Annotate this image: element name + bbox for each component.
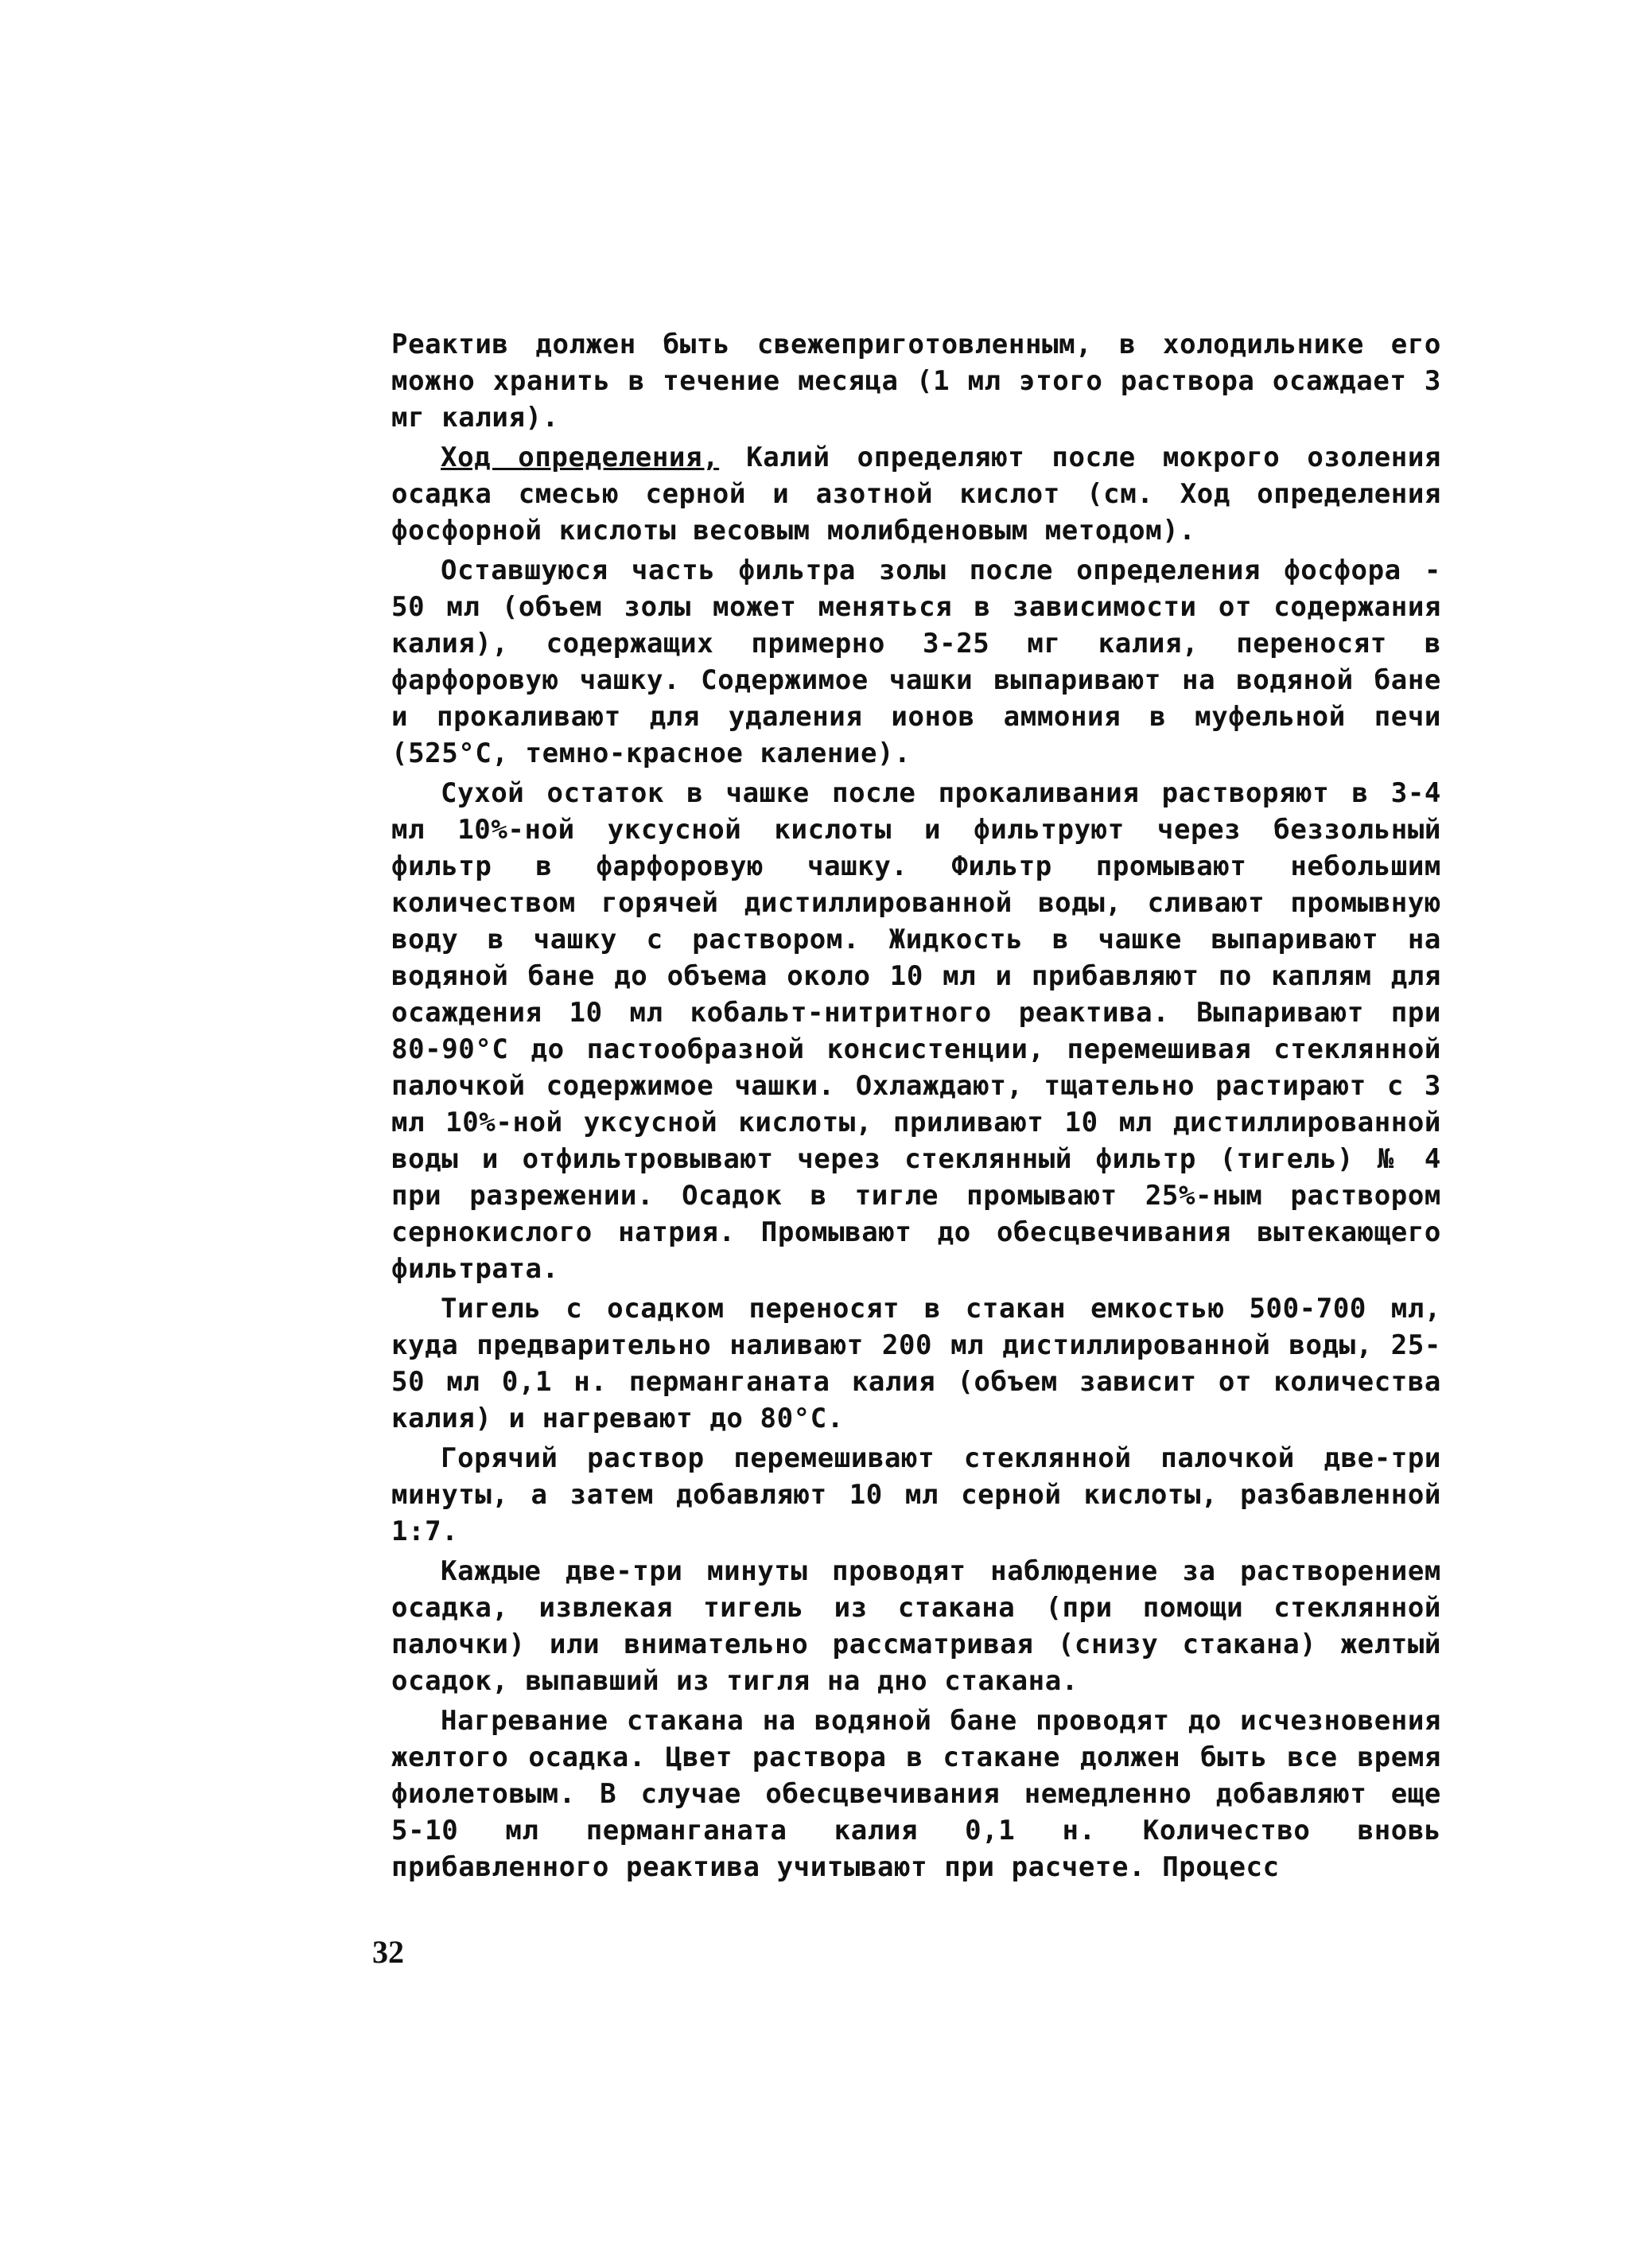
paragraph-8-text: Нагревание стакана на водяной бане проводят до исчезновения желтого осадка. Цвет раствора в стакане должен быть все время фиолетовым. В случае обесцвечивания немедленно добавляют еще 5-10 мл перманганата калия 0,1 н. Количество вновь прибавленного реактива учитывают при расчете. Процесс bbox=[391, 1705, 1441, 1883]
body-text bbox=[391, 326, 1441, 1889]
paragraph-2-text: Калий определяют после мокрого озоления осадка смесью серной и азотной кислот (см. Ход определения фосфорной кислоты весовым молибденовым методом). bbox=[391, 442, 1441, 547]
page-number: 32 bbox=[372, 1934, 404, 1970]
paragraph-7-text: Каждые две-три минуты проводят наблюдение за растворением осадка, извлекая тигель из стакана (при помощи стеклянной палочки) или внимательно рассматривая (снизу стакана) желтый осадок, выпавший из тигля на дно стакана. bbox=[391, 1555, 1441, 1697]
paragraph-5-text: Тигель с осадком переносят в стакан емкостью 500-700 мл, куда предварительно наливают 200 мл дистиллированной воды, 25-50 мл 0,1 н. перманганата калия (объем зависит от количества калия) и нагревают до 80°С. bbox=[391, 1293, 1441, 1434]
paragraph-4 bbox=[391, 775, 1441, 1287]
paragraph-8 bbox=[391, 1702, 1441, 1885]
paragraph-3 bbox=[391, 552, 1441, 772]
section-heading: Ход определения, bbox=[441, 442, 720, 473]
paragraph-3-text: Оставшуюся часть фильтра золы после определения фосфора - 50 мл (объем золы может меняться в зависимости от содержания калия), содержащих примерно 3-25 мг калия, переносят в фарфоровую чашку. Содержимое чашки выпаривают на водяной бане и прокаливают для удаления ионов аммония в муфельной печи (525°С, темно-красное каление). bbox=[391, 555, 1441, 769]
paragraph-5 bbox=[391, 1290, 1441, 1437]
paragraph-6 bbox=[391, 1440, 1441, 1550]
paragraph-2 bbox=[391, 439, 1441, 549]
paragraph-4-text: Сухой остаток в чашке после прокаливания растворяют в 3-4 мл 10%-ной уксусной кислоты и фильтруют через беззольный фильтр в фарфоровую чашку. Фильтр промывают небольшим количеством горячей дистиллированной воды, сливают промывную воду в чашку с раствором. Жидкость в чашке выпаривают на водяной бане до объема около 10 мл и прибавляют по каплям для осаждения 10 мл кобальт-нитритного реактива. Выпаривают при 80-90°С до пастообразной консистенции, перемешивая стеклянной палочкой содержимое чашки. Охлаждают, тщательно растирают с 3 мл 10%-ной уксусной кислоты, приливают 10 мл дистиллированной воды и отфильтровывают через стеклянный фильтр (тигель) № 4 при разрежении. Осадок в тигле промывают 25%-ным раствором сернокислого натрия. Промывают до обесцвечивания вытекающего фильтрата. bbox=[391, 777, 1441, 1285]
paragraph-7 bbox=[391, 1553, 1441, 1699]
paragraph-1-text: Реактив должен быть свежеприготовленным, в холодильнике его можно хранить в течение месяца (1 мл этого раствора осаждает 3 мг калия). bbox=[391, 329, 1441, 434]
paragraph-1 bbox=[391, 326, 1441, 436]
paragraph-6-text: Горячий раствор перемешивают стеклянной палочкой две-три минуты, а затем добавляют 10 мл серной кислоты, разбавленной 1:7. bbox=[391, 1442, 1441, 1547]
